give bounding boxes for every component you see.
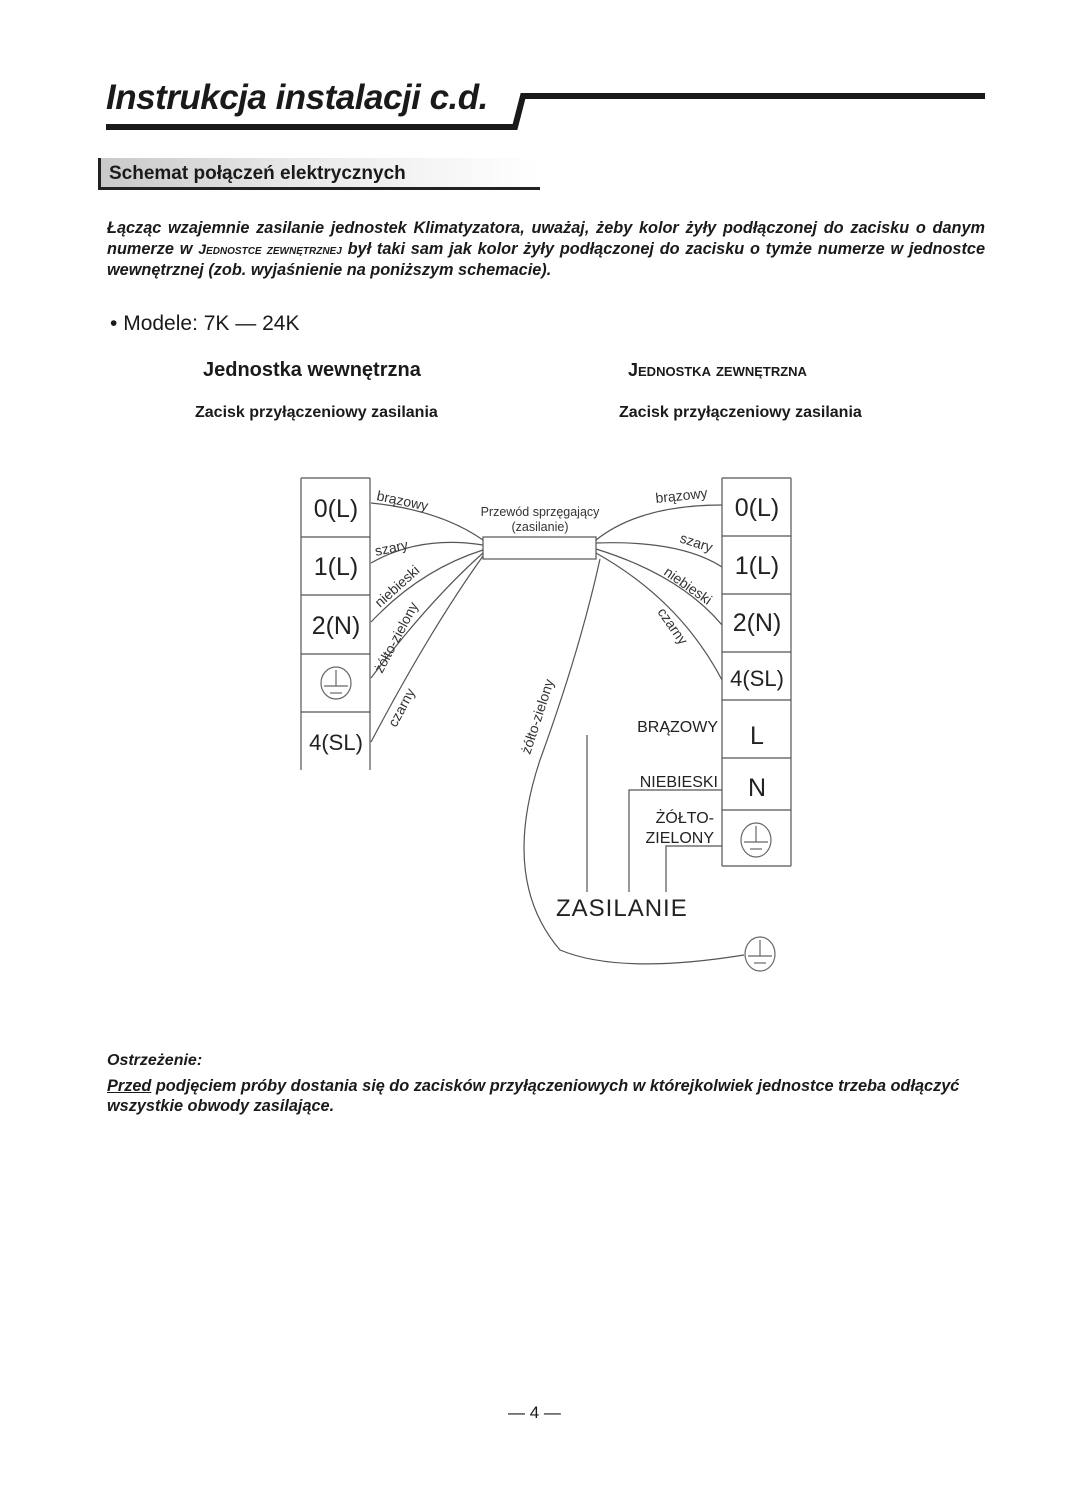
indoor-wire-label-yellowgreen: żółto-zielony: [370, 599, 422, 676]
warning-body: podjęciem próby dostania się do zacisków przyłączeniowych w którejkolwiek jednostce trzeba odłączyć wszystkie obwody zasilające.: [107, 1077, 960, 1115]
coupling-cable-box: [483, 537, 596, 559]
intro-smallcaps: Jednostce zewnętrznej: [198, 241, 342, 257]
earth-icon: [745, 937, 775, 971]
outdoor-subheading: Zacisk przyłączeniowy zasilania: [619, 404, 862, 421]
supply-label-blue: NIEBIESKI: [639, 774, 718, 791]
supply-wire-earth: [666, 846, 722, 892]
indoor-subheading: Zacisk przyłączeniowy zasilania: [195, 404, 438, 421]
earth-icon: [741, 823, 771, 857]
indoor-terminal-2N: 2(N): [311, 612, 361, 640]
earth-icon: [321, 667, 351, 699]
supply-label: ZASILANIE: [556, 895, 688, 922]
indoor-terminal-1L: 1(L): [313, 553, 359, 581]
outdoor-terminal-4SL: 4(SL): [730, 666, 784, 691]
cable-label-2: (zasilanie): [511, 520, 569, 534]
outdoor-wire-label-blue: niebieski: [661, 563, 716, 608]
intro-text-1: Łącząc wzajemnie zasilanie jednostek Klimatyzatora, uważaj, żeby kolor żyły podłączonej do zacisku o danym numerze w: [107, 219, 985, 258]
indoor-wire-label-grey: szary: [373, 536, 410, 559]
indoor-terminal-4SL: 4(SL): [309, 730, 363, 755]
outdoor-terminal-1L: 1(L): [734, 552, 780, 580]
page-title: Instrukcja instalacji c.d.: [106, 78, 488, 117]
outdoor-wire-label-grey: szary: [678, 529, 715, 556]
earth-wire-label: żółto-zielony: [517, 676, 557, 756]
warning-text: [107, 1076, 967, 1116]
supply-label-earth-1: ŻÓŁTO-: [655, 810, 714, 827]
indoor-wire-label-black: czarny: [384, 685, 419, 730]
outdoor-terminal-2N: 2(N): [732, 609, 782, 637]
outdoor-terminal-N: N: [747, 774, 767, 802]
intro-text-2: był taki sam jak kolor żyły podłączonej do zacisku o tymże numerze w jednostce wewnętrznej (zob. wyjaśnienie na poniższym schemacie).: [107, 240, 985, 279]
models-text: Modele: 7K — 24K: [123, 312, 300, 335]
warning-title: Ostrzeżenie:: [107, 1052, 203, 1069]
indoor-terminal-0L: 0(L): [313, 495, 359, 523]
indoor-wire-label-brown: brązowy: [375, 487, 430, 514]
indoor-heading: Jednostka wewnętrzna: [203, 359, 421, 381]
bullet-icon: •: [110, 312, 118, 335]
cable-label-1: Przewód sprzęgający: [480, 505, 600, 519]
outdoor-wire-label-brown: brązowy: [654, 484, 709, 506]
indoor-wire-label-blue: niebieski: [371, 561, 423, 611]
supply-label-brown: BRĄZOWY: [637, 719, 718, 736]
outdoor-wire-label-black: czarny: [654, 604, 692, 648]
page-number: — 4 —: [508, 1403, 561, 1422]
warning-underlined: Przed: [107, 1077, 152, 1095]
wire-brown-outdoor: [596, 505, 722, 540]
outdoor-heading: Jednostka zewnętrzna: [628, 360, 807, 380]
outdoor-terminal-L: L: [750, 722, 764, 750]
outdoor-terminal-0L: 0(L): [734, 494, 780, 522]
supply-label-earth-2: ZIELONY: [645, 830, 714, 847]
section-title: Schemat połączeń elektrycznych: [109, 163, 406, 184]
